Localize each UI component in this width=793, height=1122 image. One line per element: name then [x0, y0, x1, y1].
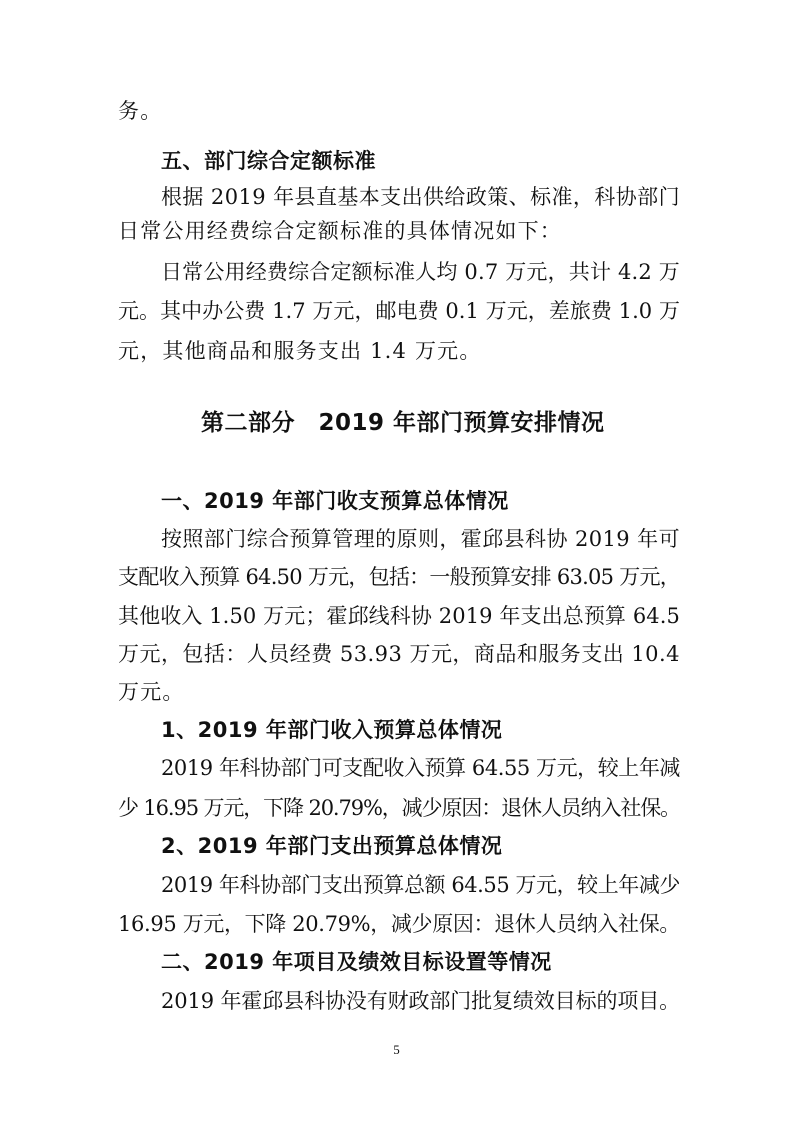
paragraph-line: 2019 年科协部门支出预算总额 64.55 万元，较上年减少 [161, 873, 680, 897]
paragraph-line: 支配收入预算 64.50 万元，包括：一般预算安排 63.05 万元， [118, 565, 680, 589]
subsection-heading: 1、2019 年部门收入预算总体情况 [161, 718, 503, 742]
paragraph-line: 2019 年科协部门可支配收入预算 64.55 万元，较上年减 [161, 756, 680, 780]
paragraph-line: 日常公用经费综合定额标准的具体情况如下： [118, 219, 562, 243]
paragraph-line: 务。 [118, 99, 163, 123]
paragraph-line: 万元。 [118, 680, 185, 704]
paragraph-line: 少 16.95 万元，下降 20.79%，减少原因：退休人员纳入社保。 [118, 796, 680, 820]
paragraph-line: 万元，包括：人员经费 53.93 万元，商品和服务支出 10.4 [118, 642, 680, 666]
page-number: 5 [393, 1042, 400, 1057]
subsection-heading: 2、2019 年部门支出预算总体情况 [161, 834, 503, 858]
paragraph-line: 元。其中办公费 1.7 万元，邮电费 0.1 万元，差旅费 1.0 万 [118, 299, 680, 323]
paragraph-line: 2019 年霍邱县科协没有财政部门批复绩效目标的项目。 [161, 989, 680, 1013]
part-title: 第二部分 2019 年部门预算安排情况 [201, 410, 605, 436]
section-heading: 二、2019 年项目及绩效目标设置等情况 [161, 950, 552, 974]
section-heading: 一、2019 年部门收支预算总体情况 [161, 489, 509, 513]
paragraph-line: 按照部门综合预算管理的原则，霍邱县科协 2019 年可 [161, 527, 680, 551]
paragraph-line: 日常公用经费综合定额标准人均 0.7 万元，共计 4.2 万 [161, 260, 680, 284]
paragraph-line: 根据 2019 年县直基本支出供给政策、标准，科协部门 [161, 185, 680, 209]
section-heading: 五、部门综合定额标准 [161, 149, 376, 173]
paragraph-line: 元，其他商品和服务支出 1.4 万元。 [118, 339, 482, 363]
paragraph-line: 其他收入 1.50 万元；霍邱线科协 2019 年支出总预算 64.5 [118, 604, 680, 628]
paragraph-line: 16.95 万元，下降 20.79%，减少原因：退休人员纳入社保。 [118, 912, 680, 936]
